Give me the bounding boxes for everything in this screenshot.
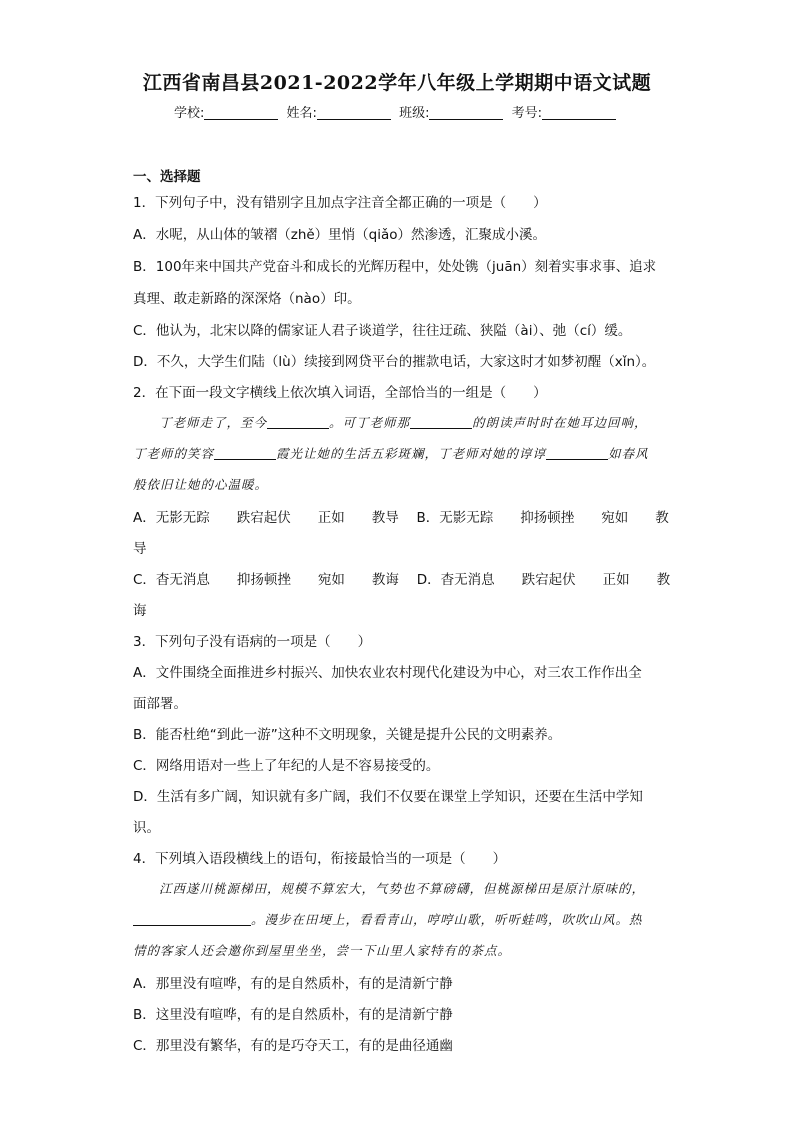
q4-passage-line-2	[133, 910, 643, 928]
q3-option-b: B．能否杜绝“到此一游”这种不文明现象，关键是提升公民的文明素养。	[133, 727, 562, 743]
q1-stem: 1．下列句子中，没有错别字且加点字注音全都正确的一项是（ ）	[133, 195, 547, 211]
q1-option-a: A．水呢，从山体的皱褶（zhě）里悄（qiǎo）然渗透，汇聚成小溪。	[133, 227, 547, 243]
q1-option-d: D．不久，大学生们陆（lù）续接到网贷平台的摧款电话，大家这时才如梦初醒（xǐn）。	[133, 354, 656, 370]
passage-text: 。可丁老师那	[329, 415, 411, 430]
q4-option-c: C．那里没有繁华，有的是巧夺天工，有的是曲径通幽	[133, 1038, 453, 1054]
fill-blank-4[interactable]	[546, 446, 608, 460]
fill-blank-q4[interactable]	[133, 912, 251, 926]
passage-text: 丁老师的笑容	[133, 446, 215, 461]
q3-option-a-cont: 面部署。	[133, 696, 187, 712]
q4-stem: 4．下列填入语段横线上的语句，衔接最恰当的一项是（ ）	[133, 851, 507, 867]
exam-no-label: 考号:	[511, 106, 542, 121]
fill-blank-2[interactable]	[410, 415, 472, 429]
fill-blank-3[interactable]	[214, 446, 276, 460]
q3-option-d: D．生活有多广阔，知识就有多广阔，我们不仅要在课堂上学知识，还要在生活中学知	[133, 789, 643, 805]
class-label: 班级:	[399, 106, 430, 121]
q3-stem: 3．下列句子没有语病的一项是（ ）	[133, 634, 372, 650]
name-blank[interactable]	[317, 105, 391, 120]
q2-options-cd-cont: 诲	[133, 603, 147, 619]
q4-passage-line-3: 情的客家人还会邀你到屋里坐坐，尝一下山里人家特有的茶点。	[133, 943, 512, 958]
school-blank[interactable]	[204, 105, 278, 120]
q4-passage-line-1: 江西遂川桃源梯田，规模不算宏大，气势也不算磅礴，但桃源梯田是原汁原味的，	[159, 881, 646, 896]
student-info-row	[0, 102, 794, 121]
q2-passage-line-2	[133, 444, 649, 462]
q2-options-ab-cont: 导	[133, 541, 147, 557]
q4-option-a: A．那里没有喧哗，有的是自然质朴，有的是清新宁静	[133, 976, 453, 992]
fill-blank-1[interactable]	[267, 415, 329, 429]
name-label: 姓名:	[286, 106, 317, 121]
section-heading: 一、选择题	[133, 169, 201, 185]
q3-option-d-cont: 识。	[133, 820, 160, 836]
q3-option-c: C．网络用语对一些上了年纪的人是不容易接受的。	[133, 758, 440, 774]
q3-option-a: A．文件围绕全面推进乡村振兴、加快农业农村现代化建设为中心，对三农工作作出全	[133, 665, 642, 681]
q2-passage-line-3: 般依旧让她的心温暖。	[133, 477, 269, 492]
q2-options-cd: C．杳无消息 抑扬顿挫 宛如 教诲 D．杳无消息 跌宕起伏 正如 教	[133, 572, 671, 588]
q1-option-b: B．100年来中国共产党奋斗和成长的光辉历程中，处处镌（juān）刻着实事求事、追求	[133, 259, 657, 275]
passage-text: 丁老师走了，至今	[159, 415, 268, 430]
exam-no-blank[interactable]	[542, 105, 616, 120]
q1-option-b-cont: 真理、敢走新路的深深烙（nào）印。	[133, 291, 361, 307]
passage-text: 如春风	[608, 446, 649, 461]
page-title: 江西省南昌县2021-2022学年八年级上学期期中语文试题	[142, 72, 652, 94]
passage-text: 。漫步在田埂上，看看青山，哼哼山歌，听听蛙鸣，吹吹山风。热	[251, 912, 643, 927]
school-label: 学校:	[174, 106, 205, 121]
q4-option-b: B．这里没有喧哗，有的是自然质朴，有的是清新宁静	[133, 1007, 453, 1023]
passage-text: 的朗读声时时在她耳边回响，	[472, 415, 648, 430]
class-blank[interactable]	[429, 105, 503, 120]
q2-options-ab: A．无影无踪 跌宕起伏 正如 教导 B．无影无踪 抑扬顿挫 宛如 教	[133, 510, 669, 526]
passage-text: 霞光让她的生活五彩斑斓，丁老师对她的谆谆	[276, 446, 547, 461]
q2-stem: 2．在下面一段文字横线上依次填入词语，全部恰当的一组是（ ）	[133, 385, 547, 401]
q1-option-c: C．他认为，北宋以降的儒家证人君子谈道学，往往迂疏、狭隘（ài）、弛（cí）缓。	[133, 323, 632, 339]
q2-passage-line-1	[133, 413, 648, 431]
